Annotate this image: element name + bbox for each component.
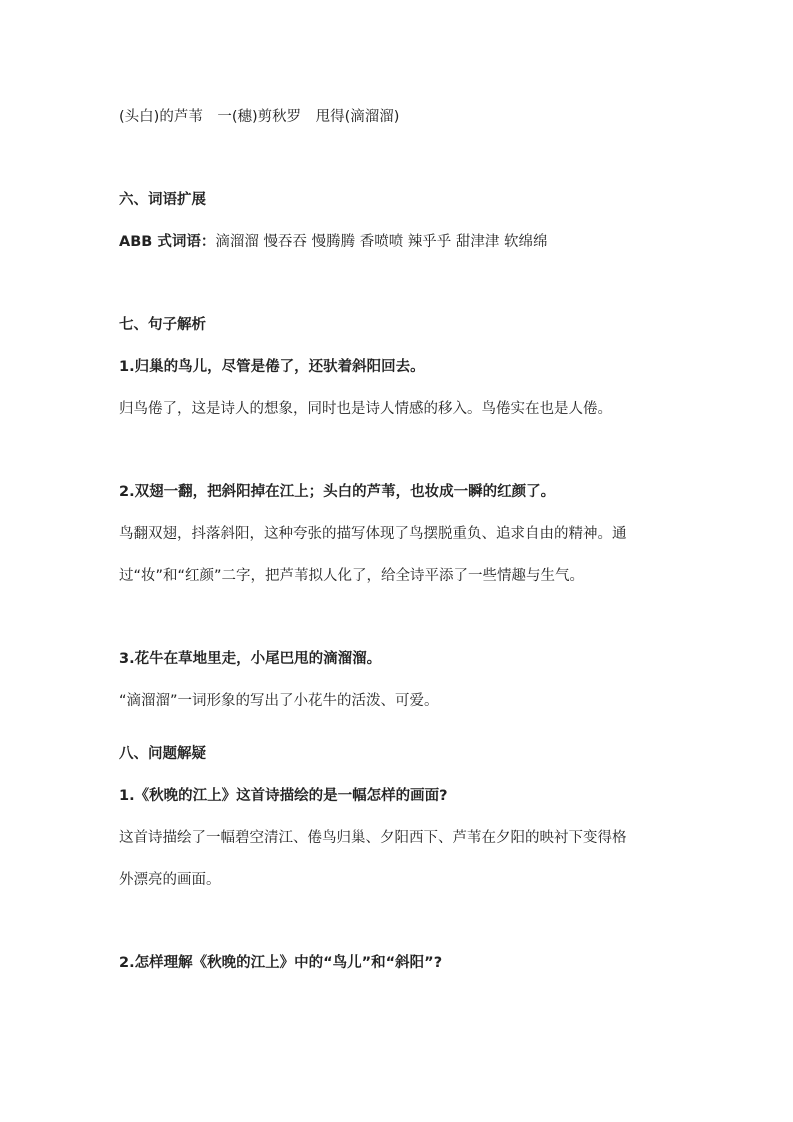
abb-word-list: 滴溜溜 慢吞吞 慢腾腾 香喷喷 辣乎乎 甜津津 软绵绵 (215, 234, 548, 250)
question-1-answer-line-1: 这首诗描绘了一幅碧空清江、倦鸟归巢、夕阳西下、芦苇在夕阳的映衬下变得格 (119, 830, 627, 846)
question-1-answer-line-2: 外漂亮的画面。 (119, 872, 221, 888)
section-heading-questions: 八、问题解疑 (119, 746, 206, 762)
question-1: 1.《秋晚的江上》这首诗描绘的是一幅怎样的画面? (119, 788, 448, 804)
section-heading-word-expansion: 六、词语扩展 (119, 192, 206, 208)
sentence-2-explanation-line-2: 过“妆”和“红颜”二字，把芦苇拟人化了，给全诗平添了一些情趣与生气。 (119, 568, 585, 584)
sentence-3: 3.花牛在草地里走，小尾巴甩的滴溜溜。 (119, 651, 382, 667)
sentence-2-explanation-line-1: 鸟翻双翅，抖落斜阳，这种夸张的描写体现了鸟摆脱重负、追求自由的精神。通 (119, 526, 627, 542)
question-2: 2.怎样理解《秋晚的江上》中的“鸟儿”和“斜阳”? (119, 955, 443, 971)
word-phrases-line: (头白)的芦苇 一(穗)剪秋罗 甩得(滴溜溜) (119, 109, 400, 125)
sentence-2: 2.双翅一翻，把斜阳掉在江上；头白的芦苇，也妆成一瞬的红颜了。 (119, 484, 556, 500)
sentence-3-explanation: “滴溜溜”一词形象的写出了小花牛的活泼、可爱。 (119, 693, 439, 709)
sentence-1: 1.归巢的鸟儿，尽管是倦了，还驮着斜阳回去。 (119, 359, 425, 375)
section-heading-sentence-analysis: 七、句子解析 (119, 317, 206, 333)
sentence-1-explanation: 归鸟倦了，这是诗人的想象，同时也是诗人情感的移入。鸟倦实在也是人倦。 (119, 401, 612, 417)
abb-label: ABB 式词语： (119, 234, 216, 250)
abb-words-line (119, 232, 548, 252)
